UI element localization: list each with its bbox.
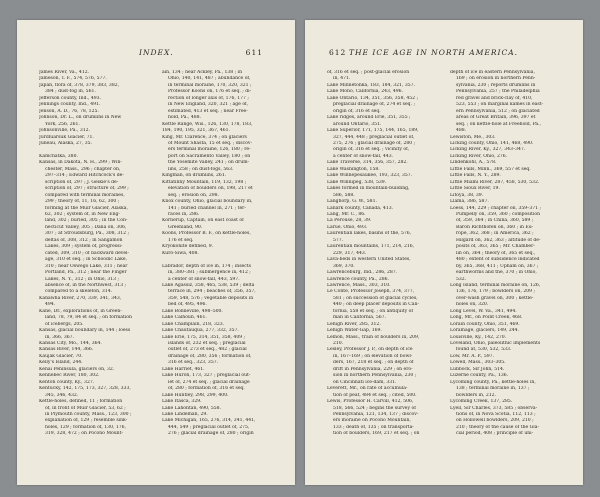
index-entry: Loess, 144, 229 ; chapter on, 359–371 ; (450, 205, 542, 211)
left-page (17, 20, 295, 485)
index-entry: Lehigh River, 285, 312. (327, 321, 381, 327)
index-entry: Juneau, Alaska, 27, 35. (39, 140, 92, 146)
index-entry-continuation: sion in northern Pennsylvania, 230 ; (333, 373, 417, 379)
index-entry: Lubbock, Sir John, 514. (450, 366, 505, 372)
index-entry-continuation: 577. (333, 237, 344, 243)
index-entry-continuation: estimated, 413 et seq. ; near Free- (168, 108, 248, 114)
index-entry-continuation: 359, 548, 576 ; vegetable deposits in (168, 295, 254, 301)
index-entry-continuation: scription of, 297 ; structure of, 299 ; (45, 186, 129, 192)
index-entry: Lake Champlain, 218, 323. (162, 321, 225, 327)
index-entry-continuation: 488. (456, 128, 467, 134)
index-entry-continuation: Pumpelly on, 359, 360 ; composition (456, 211, 541, 217)
index-entry: Lake Lahontan, 490, 558. (162, 405, 221, 411)
index-entry-continuation: Lakes, N. Y., 312 ; in Ohio, 313 ; (45, 276, 120, 282)
index-entry-continuation: by, 365, 368, 411 ; Upham on, 367 ; (456, 263, 539, 269)
index-entry-continuation: 384 ; dust-fog in, 561. (45, 89, 96, 95)
index-entry-continuation: 444, 549 ; preglacial outlet of, 275, (168, 424, 250, 430)
index-entry-continuation: cated, 309, 310 ; of backward devel- (45, 250, 130, 256)
index-entry-continuation: 316 et seq., 323, 357. (168, 360, 219, 366)
index-entry-continuation: lin on, 364 ; theory of, 365 et seq., (456, 250, 536, 256)
index-entry: Long, Mr., on Point Creek, 468. (450, 315, 523, 321)
index-entry-continuation: 480 ; extent of subsidence indicated (456, 257, 540, 263)
index-entry: Lycoming county, Pa., kettle-holes in, (450, 379, 536, 385)
index-entry-continuation: York, 256, 261. (45, 121, 80, 127)
index-entry: Lake Huntley, 298, 299, 400. (162, 392, 229, 398)
index-entry: Kettle-holes, defined, 11 ; formation (39, 399, 123, 405)
index-entry-continuation: races in, 286. (168, 211, 200, 217)
index-entry-continuation: 136, 176, 179 ; bowlders on, 209 ; (456, 289, 535, 295)
index-entry-continuation: tion of peat, 484 et seq. ; cited, 500. (333, 392, 417, 398)
index-entry: Jameson, T. F., 574, 576, 577. (39, 76, 107, 82)
index-entry-continuation: drift in Pennsylvania, 229 ; on ero- (333, 366, 413, 372)
index-entry: Loramage, glaciers, 149, 244. (450, 328, 520, 334)
index-entry: Koons, Professor B. F., on kettle-holes, (162, 231, 251, 237)
index-entry-continuation: 518, 566, 524 ; begins the survey of (333, 405, 416, 411)
index-entry-continuation: explanation of, 129 ; resemble sink- (45, 418, 128, 424)
index-entry-continuation: 133 ; death of, 135 ; on transporta- (333, 424, 414, 430)
index-entry-continuation: chester, Mass., 296 ; chapter on, (45, 166, 121, 172)
index-entry: Japan, flora of, 378, 379, 383, 382, (39, 82, 120, 88)
index-entry: Lawrence county, Pa., 286. (327, 276, 389, 282)
index-entry: Lake Bonneville, 498–500. (162, 308, 223, 314)
index-entry: Lang, Mr. C., 86. (327, 211, 366, 217)
index-entry: Kenton county, Ky., 327. (39, 379, 95, 385)
index-entry-continuation: 138 ; terminal moraine in, 137 ; (456, 386, 530, 392)
index-entry: Jürdlüarsuk Glacier, 71. (39, 134, 94, 140)
index-entry-continuation: deltas of, 308, 312 ; in Sangamon (45, 237, 123, 243)
index-entry: Lake Lindeman, 29. (162, 412, 208, 418)
index-entry: Larue, Ohio, 493. (327, 224, 368, 230)
index-entry: Knox county, Ohio, glacial boundary in, (162, 199, 253, 205)
index-entry: Lanark county, Canada, 413. (327, 205, 394, 211)
index-entry: Llama, 386, 587. (450, 199, 489, 205)
index-entry-continuation: tions of, in Nova Scotia, 112, 113 ; (456, 412, 536, 418)
index-entry: Lesley, Professor J. P., on depth of ice (327, 347, 413, 353)
index-entry-continuation: land, 302 ; buried, 305 ; in the Con- (45, 218, 128, 224)
running-title: THE ICE AGE IN NORTH AMERICA. (349, 48, 519, 57)
index-entry: Jennings county, Ind., 491. (39, 102, 101, 108)
index-entry-continuation: Greenland, 90. (168, 224, 203, 230)
index-entry-continuation: Ohio, 140, 141, 487 ; abundance of, (168, 76, 251, 82)
index-column-2 (450, 70, 565, 467)
index-entry-continuation: bowlders in, 212. (456, 392, 496, 398)
index-entry-continuation: 327, 444, 448 ; preglacial outlet of, (333, 134, 415, 140)
index-entry: Kittatinny Mountain, 119, 132, 198 ; (162, 179, 247, 185)
index-entry-continuation: red gravel and brick-clay of, 410, (456, 95, 533, 101)
index-entry-continuation: in, 380–381 ; submergence in, 412 ; (168, 270, 251, 276)
index-entry: Lava-beds in western United States, (327, 257, 411, 263)
index-entry-continuation: ers moraine on Pocono Mountain, (333, 418, 411, 424)
index-entry: Le Conte, Professor Joseph, 374, 377, (327, 289, 415, 295)
index-entry: Lake Erie, 175, 314, 351, 358, 409 ; (162, 334, 246, 340)
index-entry-continuation: holes on, 320. (456, 302, 489, 308)
index-entry-continuation: 586, 588. (333, 192, 355, 198)
index-columns (39, 70, 277, 467)
index-entry: Kelly's Island, 244. (39, 360, 83, 366)
index-entry: Licking River, Ky., 327, 343–347. (450, 147, 526, 153)
index-entry: Kornerup, Captain, on east coast of (162, 218, 244, 224)
index-entry-continuation: 297–314 ; Edward Hitchcock's de- (45, 173, 124, 179)
index-entry-continuation: a center of snow-fall, 443. (333, 153, 394, 159)
index-entry: Kanawha River, 270, 339, 341, 343, (39, 295, 122, 301)
index-entry: Lycoming Creek, 137, 285. (450, 399, 513, 405)
index-entry-continuation: land, 78, 79, 84 et seq. ; on formation (45, 315, 132, 321)
index-entry-continuation: 532. (456, 276, 467, 282)
index-entry: Lake Winnepesaukee, 193, 323, 357. (327, 173, 413, 179)
index-entry: Long Island, terminal moraine on, 126, (450, 282, 541, 288)
index-entry: Kennebec River, 180, 302. (39, 373, 100, 379)
index-entry: Laurentian mountains, 171, 214, 216, (327, 244, 415, 250)
index-entry-continuation: sylvania, 230 ; reports drumlins in (456, 82, 536, 88)
index-entry-continuation: in terminal moraine, 170, 320, 321 ; (168, 82, 252, 88)
index-entry-continuation: on Cincinnati ice-dam, 331. (333, 379, 397, 385)
index-entry: Lake ridges, around Erie, 351, 355 ; (327, 115, 411, 121)
right-page (305, 20, 583, 485)
index-entry-continuation: outlet of, 273 et seq., 482 ; glacial (168, 347, 247, 353)
index-entry-continuation: Portland, Pa., 312 ; near the Finger (45, 270, 127, 276)
index-entry: Low, Mr. A. P., 597. (450, 353, 494, 359)
index-entry: Lewiston, Me., 303. (450, 134, 496, 140)
index-entry-continuation: around Ontario, 351. (333, 121, 382, 127)
index-entry-continuation: found at, 530, 532, 533. (456, 347, 512, 353)
index-entry-continuation: islands of, 232 et seq. ; preglacial (168, 341, 246, 347)
index-entry: Jefferson county, Ind., 493. (39, 95, 101, 101)
index-entry: ain, 134 ; near Ackley, Pa., 138 ; in (162, 70, 243, 75)
index-entry-continuation: over-wash gravel on, 300 ; kettle- (456, 295, 534, 301)
index-entry-continuation: drainage of, 280, 356 ; formation of, (168, 353, 252, 359)
index-entry: Licking county, Ohio, 141, 468, 490. (450, 140, 534, 146)
index-entry-continuation: scription of, 297 ; J. Geikie's de- (45, 179, 119, 185)
index-entry: La Pérouse, 28, 39. (327, 218, 372, 224)
index-entry-continuation: Pennsylvania, 257 ; the Philadelphia (456, 89, 540, 95)
index-entry-continuation: earthworms and the, 370 ; in Ohio, (456, 270, 537, 276)
index-entry-continuation: of, 359, 364 ; in China, 360, 589 ; (456, 218, 534, 224)
index-entry: Lake Winnipeg, 538, 539. (327, 179, 387, 185)
index-entry: Little Falls, N. Y., 289. (450, 173, 501, 179)
index-entry-continuation: of, 280 ; formation of, 316 et seq. (168, 386, 245, 392)
index-entry-continuation: 210. (333, 341, 344, 347)
index-entry: Lake Huron, 173, 327 ; preglacial out- (162, 373, 251, 379)
index-entry: Lake Calhoun, 461. (162, 315, 207, 321)
index-entry-continuation: ern Pennsylvania, 512 ; on glaciated (456, 108, 540, 114)
index-entry-continuation: Hilgard on, 362, 363 ; altitude of de- (456, 237, 541, 243)
index-entry-continuation: origin of, 316 et seq. (333, 108, 381, 114)
index-entry-continuation: 440 ; on deep placer deposits in Cali- (333, 302, 419, 308)
index-entry-continuation: 319, 328, 472 ; on Pocono Mount- (45, 431, 123, 437)
index-entry-continuation: 62, 302 ; system of, in New Eng- (45, 211, 120, 217)
index-entry-continuation: of, in front of Muir Glacier, 53, 62 ; (45, 405, 126, 411)
index-entry-continuation: Baron Richthofen on, 360 ; in Eu- (456, 224, 534, 230)
index-entry-continuation: age, 310 et seq. ; in Schoodic Lake, (45, 257, 127, 263)
index-entry: Litoya, 38, 39. (450, 192, 484, 198)
index-entry-continuation: hold, Pa., 488. (168, 115, 201, 121)
index-entry: Lyell, Sir Charles, 373, 585 ; observa- (450, 405, 538, 411)
index-entry-continuation: 581 ; on succession of glacial cycles, (333, 295, 418, 301)
running-title: INDEX. (139, 48, 174, 57)
index-entry-continuation: 299 ; theory of, 11, 16, 62, 300 ; (45, 199, 120, 205)
index-entry: Kingman, on drumlins, 261. (162, 173, 227, 179)
index-entry-continuation: posits of, 363, 365 ; Mr. Chamber- (456, 244, 535, 250)
index-entry-continuation: let of, 274 et seq. ; glacial drainage (168, 379, 250, 385)
index-entry-continuation: compared with terminal moraines, (45, 192, 125, 198)
index-entry: Lake Traverse, 314, 356, 357, 282. (327, 160, 408, 166)
index-entry: Leverett, Mr., on rate of accumula- (327, 386, 408, 392)
page-number: 611 (245, 48, 263, 57)
index-entry-continuation: ders, 167, 218 et seq. ; on depth of (333, 360, 414, 366)
index-entry-continuation: seq. ; on kettle-hole at Freehold, Pa., (456, 121, 542, 127)
index-entry: Lake Ontario, 134, 351, 356, 358, 452 ; (327, 95, 419, 101)
index-entry: Kaujak Glacier, 70. (39, 353, 83, 359)
index-entry: Kenai Peninsula, glaciers on, 32. (39, 366, 115, 372)
index-entry: James River, Va., 412. (39, 70, 90, 75)
page-header (39, 48, 277, 60)
index-entry-continuation: 210 ; theory of the cause of the Gla- (456, 424, 539, 430)
index-entry-continuation: ers terminal moraine, 126, 180 ; re- (168, 147, 251, 153)
index-entry-continuation: of icebergs, 205. (45, 321, 84, 327)
index-entry-continuation: preglacial drainage of, 274 et seq. ; (333, 102, 415, 108)
index-entry: Lake Washington, 158. (327, 166, 380, 172)
index-entry-continuation: in, 366, 367. (45, 334, 74, 340)
index-entry: depth of ice in eastern Pennsylvania, (450, 70, 535, 75)
index-entry-continuation: seq. ; erosion on, 298. (168, 192, 219, 198)
index-entry-continuation: areas of Great Britain, 396, 397 et (456, 115, 536, 121)
index-entry-continuation: 229, 317, 443. (333, 250, 367, 256)
index-entry-continuation: of Mount Shasta, 15 et seq. ; discov- (168, 140, 252, 146)
index-entry: Kentucky, 142, 175, 173, 327, 328, 333, (39, 386, 131, 392)
index-entry-continuation: in New England, 320, 321 ; age of, (168, 102, 249, 108)
index-entry-continuation: Pennsylvania, 121, 134, 137 ; discov- (333, 412, 419, 418)
index-entry: Jenson, A. D., 76, 78, 125. (39, 108, 99, 114)
index-entry: Kansas, glacial boundary in, 144 ; loess (39, 328, 131, 334)
index-entry: Kettle Range, Wis., 126, 130, 178, 183, (162, 121, 253, 127)
index-entry: Johnsonville, Pa., 312. (39, 128, 90, 134)
index-entry: Lake Minnetonka, 183, 184, 321, 357. (327, 82, 415, 88)
index-entry: Lemon, Mass., train of boulders in, 209, (327, 334, 420, 340)
index-entry-continuation: origin of, 316 et seq. ; vicinity of, (333, 147, 410, 153)
index-entry-continuation: in Plymouth county, Mass., 123, 300 ; (45, 412, 132, 418)
index-entry: Lake Harriet, 461. (162, 366, 205, 372)
index-entry: Little Miami River, 287, 458, 530, 532. (450, 179, 540, 185)
index-entry-continuation: bed of, 495, 496. (168, 302, 207, 308)
index-entry-continuation: 494. (45, 302, 56, 308)
index-entry: King, Mr. Clarence, 374 ; on glaciers (162, 134, 247, 140)
index-entry: Little Falls, Minn., 369, 557 et seq. (450, 166, 531, 172)
index-entry-continuation: necticut Valley, 305 ; Dana on, 306, (45, 224, 127, 230)
index-entry-continuation: 169 ; on erosion in northern Penn- (456, 76, 536, 82)
index-entry-continuation: the Yosemite Valley, 241 ; on drum- (168, 160, 250, 166)
index-entry: Lawrenceburg, Ind., 286, 287. (327, 270, 398, 276)
index-entry: 184, 190, 195, 321, 367, 461. (162, 128, 230, 134)
index-entry: Lewis, Professor H. Carvill, 412, 506, (327, 399, 414, 405)
index-entry-continuation: Professor Koons on, 176 et seq. ; di- (168, 89, 252, 95)
index-entry: Lorain county, Ohio, 351, 469. (450, 321, 520, 327)
index-entry-continuation: lins, 258 ; on dust-fogs, 563. (168, 166, 234, 172)
index-entry: Lowell, Mass., 303–305. (450, 360, 506, 366)
index-column-1 (327, 70, 442, 467)
index-entry: Loveland, Ohio, paleolithic implements (450, 341, 541, 347)
index-entry-continuation: 307 ; at Stroudsburg, Pa., 308, 312 ; (45, 231, 130, 237)
index-entry: Kane, Dr., explorations of, in Green- (39, 308, 122, 314)
page-header (327, 48, 565, 60)
page-number: 612 (329, 48, 347, 57)
index-entry: Kansas River, 144, 366. (39, 347, 94, 353)
index-entry-continuation: 276 ; glacial drainage of, 280 ; origin (168, 431, 254, 437)
index-entry: Long Level, W. Va., 341, 494. (450, 308, 517, 314)
index-entry: Licking River, Ohio, 276. (450, 153, 508, 159)
index-entry-continuation: compared to a skeleton, 314. (45, 289, 113, 295)
index-entry-continuation: absence of, in the Northwest, 313 ; (45, 282, 127, 288)
index-entry-continuation: terrace in, 294 ; beaches of, 356, 357, (168, 289, 256, 295)
index-entry-continuation: 523, 553 ; on marginal kames in east- (456, 102, 544, 108)
index-entry-continuation: man in California, 567. (333, 315, 387, 321)
index-entry-continuation: 141 ; buried channel in, 271 ; ter- (168, 205, 246, 211)
index-entry: Lake Itasca, 329. (162, 399, 202, 405)
index-entry-continuation: cial period, 408 ; principle of uni- (456, 431, 534, 437)
index-entry: Lake Superior, 171, 175, 144, 165, 189, (327, 128, 419, 134)
index-entry: Lake Agassiz, 358, 465, 538, 539 ; delta (162, 282, 255, 288)
index-entry-continuation: rection of longer axis of, 176, 177 ; (168, 95, 249, 101)
index-entry: Kansas, in Dakota, N. H., 299 ; Win- (39, 160, 122, 166)
index-entry: of, 316 et seq. ; post-glacial erosion (327, 70, 410, 75)
index-entry: Kansas City, Mo., 144, 364. (39, 341, 102, 347)
index-entry: Johnson, Dr. L., on drumlins in New (39, 115, 122, 121)
index-column-1 (39, 70, 154, 467)
index-column-2 (162, 70, 277, 467)
index-entry-continuation: 345, 346, 432. (45, 392, 79, 398)
index-entry-continuation: in, 471. (333, 76, 351, 82)
index-entry-continuation: port on Sacramento Valley, 180 ; on (168, 153, 251, 159)
index-entry: Lake Chautauqua, 277, 332, 357. (162, 328, 239, 334)
index-entry: Louisville, Ky., 142, 270. (450, 334, 507, 340)
index-entry-continuation: forming at the Muir Glacier, Alaska, (45, 205, 128, 211)
index-columns (327, 70, 565, 467)
index-entry-continuation: in, 167–169 ; on elevation of bowl- (333, 353, 413, 359)
index-entry-continuation: holes, 129 ; formation of, 130, 176, (45, 424, 126, 430)
index-entry: Kuro-Siwa, 408. (162, 250, 199, 256)
index-entry: Lake Mono, California, 243, 496. (327, 89, 403, 95)
index-entry: Little Sioux River, 19. (450, 186, 500, 192)
index-entry-continuation: on Hollowell bowlders, 209, 210 ; (456, 418, 534, 424)
index-entry: Lakes formed in mountain-building, (327, 186, 410, 192)
index-entry: Lehigh Water-Gap, 169. (327, 328, 382, 334)
index-entry-continuation: 310 ; near Oswego Lake, 311 ; near (45, 263, 128, 269)
index-entry-continuation: Lakes, 309 ; system of, progressi- (45, 244, 123, 250)
index-entry: Laurentian lakes, basins of the, 576, (327, 231, 412, 237)
index-entry-continuation: 176 et seq. (168, 237, 194, 243)
index-entry-continuation: rope, 362, 368 ; in America, 362 ; (456, 231, 534, 237)
index-entry: Lindenkohl, A., 578. (450, 160, 497, 166)
index-entry-continuation: 275, 276 ; glacial drainage of, 280 ; (333, 140, 416, 146)
index-entry: Luzerne county, Pa., 136. (450, 373, 509, 379)
index-entry: Kamchatka, 380. (39, 153, 78, 159)
index-entry-continuation: fornia, 558 et seq. ; on antiquity of (333, 308, 414, 314)
index-entry: Kryokonite defined, 9. (162, 244, 214, 250)
index-entry-continuation: 369, 370. (333, 263, 355, 269)
index-entry-continuation: a center of snow-fall, 443, 597. (168, 276, 240, 282)
index-entry-continuation: tion of boulders, 169, 217 et seq. ; on (333, 431, 420, 437)
index-entry: Lawrence, Mass., 303, 310. (327, 282, 391, 288)
index-entry-continuation: elevation of boulders on, 198, 217 et (168, 186, 253, 192)
index-entry: Labrador, depth of ice in, 174 ; insects (162, 263, 251, 269)
index-entry: Lake Michigan, 165, 276, 314, 341, 441, (162, 418, 256, 424)
index-entry: Langhorp, G. W., 581. (327, 199, 377, 205)
